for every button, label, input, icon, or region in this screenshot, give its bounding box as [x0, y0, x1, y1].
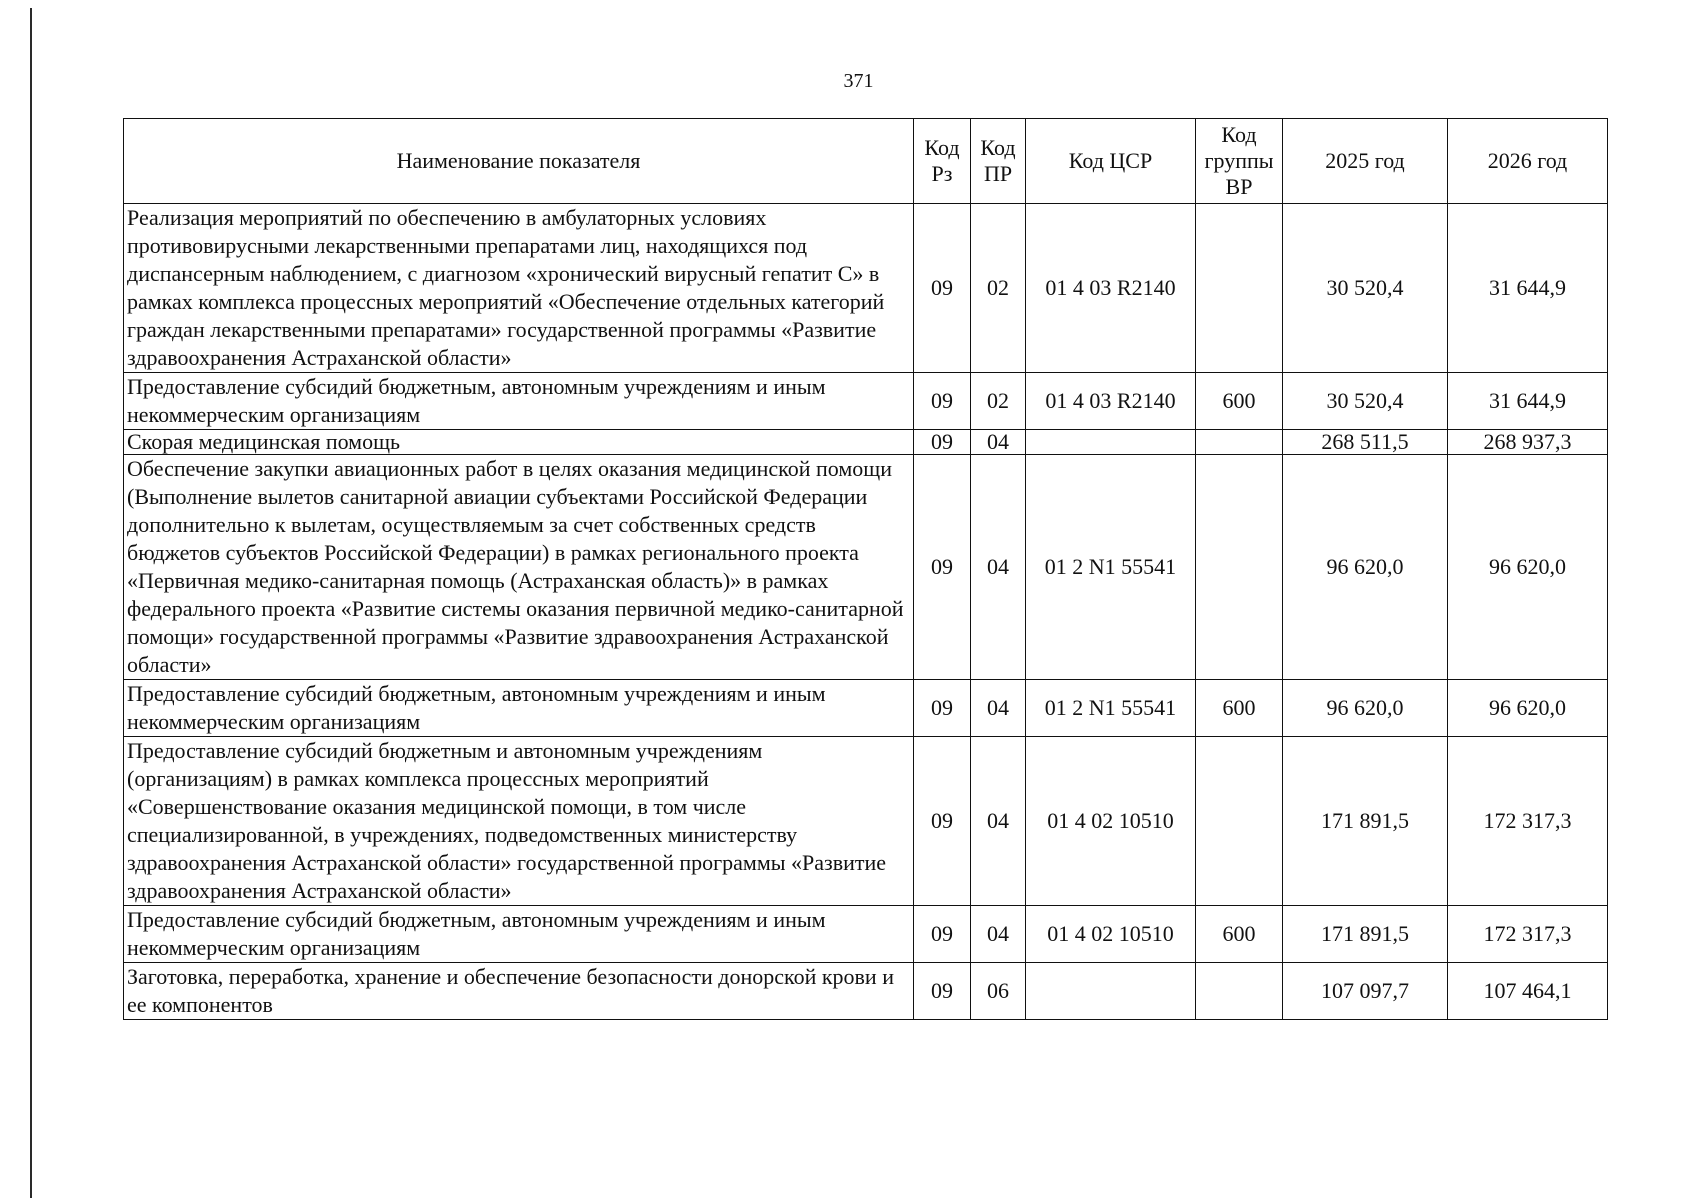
cell-rz: 09	[914, 373, 971, 430]
cell-vr	[1196, 430, 1283, 455]
cell-name: Обеспечение закупки авиационных работ в целях оказания медицинской помощи (Выполнение вылетов санитарной авиации субъектами Российской Федерации дополнительно к вылетам, осуществляемым за счет собственных средств бюджетов субъектов Российской Федерации) в рамках регионального проекта «Первичная медико-санитарная помощь (Астраханская область)» в рамках федерального проекта «Развитие системы оказания первичной медико-санитарной помощи» государственной программы «Развитие здравоохранения Астраханской области»	[124, 455, 914, 680]
header-pr: Код ПР	[971, 119, 1026, 204]
table-row	[124, 455, 1608, 680]
cell-rz: 09	[914, 430, 971, 455]
cell-name: Заготовка, переработка, хранение и обеспечение безопасности донорской крови и ее компонентов	[124, 963, 914, 1020]
header-2025: 2025 год	[1283, 119, 1448, 204]
table-row	[124, 204, 1608, 373]
cell-csr	[1026, 963, 1196, 1020]
table-header-row	[124, 119, 1608, 204]
cell-vr: 600	[1196, 906, 1283, 963]
cell-2025: 171 891,5	[1283, 906, 1448, 963]
table-row	[124, 737, 1608, 906]
cell-2025: 96 620,0	[1283, 455, 1448, 680]
cell-rz: 09	[914, 906, 971, 963]
cell-pr: 04	[971, 430, 1026, 455]
cell-pr: 04	[971, 906, 1026, 963]
page-number: 371	[843, 70, 874, 92]
cell-2025: 107 097,7	[1283, 963, 1448, 1020]
cell-2025: 171 891,5	[1283, 737, 1448, 906]
cell-csr	[1026, 430, 1196, 455]
cell-2026: 172 317,3	[1448, 906, 1608, 963]
cell-2026: 96 620,0	[1448, 455, 1608, 680]
cell-vr	[1196, 737, 1283, 906]
header-rz: Код Рз	[914, 119, 971, 204]
table-row	[124, 963, 1608, 1020]
cell-pr: 04	[971, 680, 1026, 737]
cell-csr: 01 4 02 10510	[1026, 737, 1196, 906]
cell-2026: 172 317,3	[1448, 737, 1608, 906]
cell-csr: 01 4 03 R2140	[1026, 204, 1196, 373]
budget-table	[123, 118, 1608, 1020]
cell-csr: 01 4 03 R2140	[1026, 373, 1196, 430]
header-vr: Код группы ВР	[1196, 119, 1283, 204]
cell-pr: 04	[971, 737, 1026, 906]
cell-rz: 09	[914, 455, 971, 680]
cell-pr: 04	[971, 455, 1026, 680]
cell-name: Реализация мероприятий по обеспечению в амбулаторных условиях противовирусными лекарственными препаратами лиц, находящихся под диспансерным наблюдением, с диагнозом «хронический вирусный гепатит С» в рамках комплекса процессных мероприятий «Обеспечение отдельных категорий граждан лекарственными препаратами» государственной программы «Развитие здравоохранения Астраханской области»	[124, 204, 914, 373]
cell-vr	[1196, 963, 1283, 1020]
cell-vr: 600	[1196, 373, 1283, 430]
cell-2025: 30 520,4	[1283, 373, 1448, 430]
cell-rz: 09	[914, 204, 971, 373]
cell-2026: 268 937,3	[1448, 430, 1608, 455]
cell-2025: 30 520,4	[1283, 204, 1448, 373]
header-csr: Код ЦСР	[1026, 119, 1196, 204]
cell-rz: 09	[914, 737, 971, 906]
cell-name: Предоставление субсидий бюджетным, автономным учреждениям и иным некоммерческим организациям	[124, 680, 914, 737]
binding-line	[30, 8, 32, 1198]
cell-pr: 02	[971, 373, 1026, 430]
cell-vr	[1196, 204, 1283, 373]
cell-csr: 01 2 N1 55541	[1026, 680, 1196, 737]
cell-2026: 31 644,9	[1448, 204, 1608, 373]
cell-name: Скорая медицинская помощь	[124, 430, 914, 455]
cell-rz: 09	[914, 963, 971, 1020]
table-row	[124, 906, 1608, 963]
cell-name: Предоставление субсидий бюджетным, автономным учреждениям и иным некоммерческим организациям	[124, 373, 914, 430]
cell-vr	[1196, 455, 1283, 680]
cell-rz: 09	[914, 680, 971, 737]
table-row	[124, 430, 1608, 455]
cell-2025: 96 620,0	[1283, 680, 1448, 737]
cell-csr: 01 4 02 10510	[1026, 906, 1196, 963]
cell-pr: 06	[971, 963, 1026, 1020]
cell-2026: 96 620,0	[1448, 680, 1608, 737]
cell-vr: 600	[1196, 680, 1283, 737]
cell-2025: 268 511,5	[1283, 430, 1448, 455]
cell-name: Предоставление субсидий бюджетным и автономным учреждениям (организациям) в рамках комплекса процессных мероприятий «Совершенствование оказания медицинской помощи, в том числе специализированной, в учреждениях, подведомственных министерству здравоохранения Астраханской области» государственной программы «Развитие здравоохранения Астраханской области»	[124, 737, 914, 906]
cell-2026: 31 644,9	[1448, 373, 1608, 430]
header-name: Наименование показателя	[124, 119, 914, 204]
cell-pr: 02	[971, 204, 1026, 373]
table-row	[124, 373, 1608, 430]
table-row	[124, 680, 1608, 737]
cell-2026: 107 464,1	[1448, 963, 1608, 1020]
cell-name: Предоставление субсидий бюджетным, автономным учреждениям и иным некоммерческим организациям	[124, 906, 914, 963]
cell-csr: 01 2 N1 55541	[1026, 455, 1196, 680]
header-2026: 2026 год	[1448, 119, 1608, 204]
